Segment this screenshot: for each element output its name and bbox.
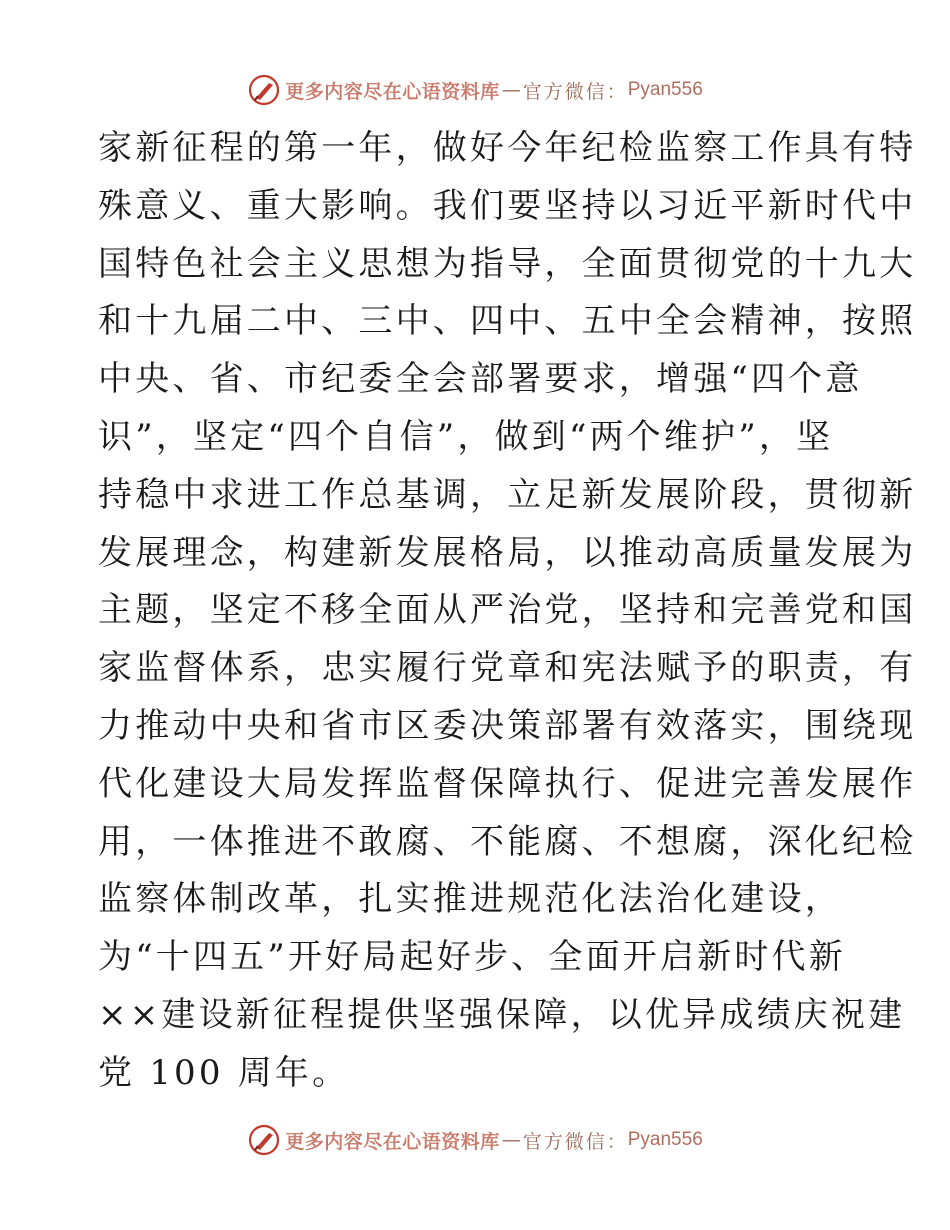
watermark-brand: 更多内容尽在心语资料库 — [285, 80, 500, 103]
body-line: 代化建设大局发挥监督保障执行、促进完善发展作 — [98, 763, 917, 804]
body-line: 主题，坚定不移全面从严治党，坚持和完善党和国 — [98, 590, 917, 631]
body-line: 和十九届二中、三中、四中、五中全会精神，按照 — [98, 301, 917, 342]
body-line: 中央、省、市纪委全会部署要求，增强“四个意 — [98, 359, 863, 400]
body-line: 持稳中求进工作总基调，立足新发展阶段，贯彻新 — [98, 474, 917, 515]
body-line: 殊意义、重大影响。我们要坚持以习近平新时代中 — [98, 185, 917, 226]
watermark-brand: 更多内容尽在心语资料库 — [285, 1130, 500, 1153]
body-line: 识”，坚定“四个自信”，做到“两个维护”，坚 — [98, 416, 834, 457]
watermark-wechat-id: Pyan556 — [627, 79, 703, 100]
body-line: 发展理念，构建新发展格局，以推动高质量发展为 — [98, 532, 917, 573]
quill-pen-icon — [247, 73, 281, 107]
document-body — [98, 120, 917, 1103]
watermark-separator: — — [501, 1129, 521, 1151]
body-line: ××建设新征程提供坚强保障，以优异成绩庆祝建 — [98, 994, 906, 1035]
watermark-separator: — — [501, 79, 521, 101]
body-line: 用，一体推进不敢腐、不能腐、不想腐，深化纪检 — [98, 821, 917, 862]
watermark-wechat-id: Pyan556 — [627, 1129, 703, 1150]
body-line: 党 100 周年。 — [98, 1052, 350, 1093]
header-watermark — [0, 70, 950, 110]
body-line: 监察体制改革，扎实推进规范化法治化建设， — [98, 879, 842, 920]
body-line: 力推动中央和省市区委决策部署有效落实，围绕现 — [98, 705, 917, 746]
body-line: 国特色社会主义思想为指导，全面贯彻党的十九大 — [98, 243, 917, 284]
body-line: 为“十四五”开好局起好步、全面开启新时代新 — [98, 937, 846, 978]
quill-pen-icon — [247, 1123, 281, 1157]
body-line: 家新征程的第一年，做好今年纪检监察工作具有特 — [98, 128, 917, 168]
watermark-wechat-label: 官方微信： — [522, 1130, 628, 1153]
footer-watermark — [0, 1120, 950, 1160]
watermark-wechat-label: 官方微信： — [522, 80, 628, 103]
body-line: 家监督体系，忠实履行党章和宪法赋予的职责，有 — [98, 648, 917, 689]
